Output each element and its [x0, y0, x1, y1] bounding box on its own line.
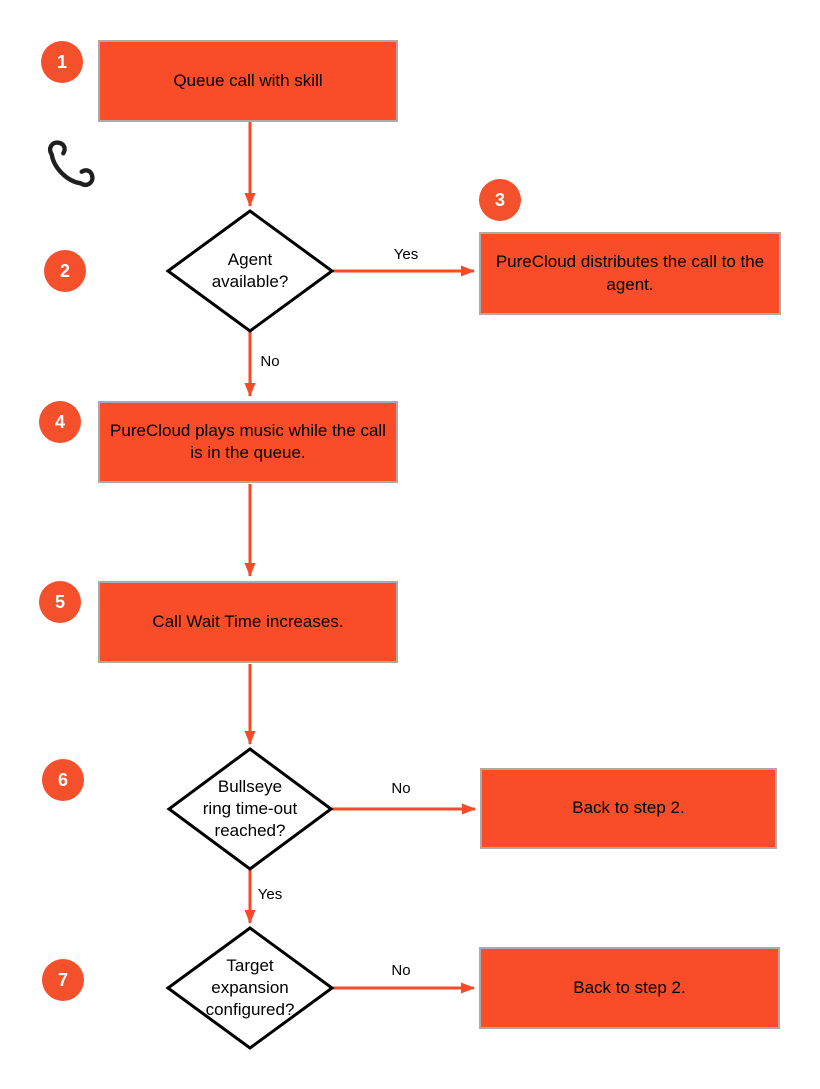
decision-label-bullseye-line2: ring time-out: [202, 799, 298, 819]
process-box-back-to-step2-second-label: Back to step 2.: [573, 977, 686, 997]
decision-label-agent-available: [170, 249, 330, 293]
step-badge-2: [44, 250, 86, 292]
edge-label-step7-no: No: [391, 962, 411, 979]
decision-label-bullseye-line1: Bullseye: [217, 777, 283, 796]
step-badge-7: [42, 959, 84, 1001]
step-badge-7-number: 7: [57, 969, 68, 990]
step-badge-4-number: 4: [54, 411, 65, 432]
decision-label-target-expansion: [170, 955, 330, 1021]
step-badge-6-number: 6: [57, 769, 68, 790]
telephone-receiver-icon-svg: [42, 133, 102, 193]
process-box-back-to-step2-first-label: Back to step 2.: [572, 798, 685, 818]
step-badge-2-number: 2: [59, 260, 70, 281]
decision-label-target-line2: expansion: [211, 978, 289, 998]
edge-label-step6-no: No: [391, 780, 411, 797]
decision-label-agent-available-line1: Agent: [227, 250, 273, 269]
telephone-receiver-icon: [42, 133, 102, 193]
step-badge-1-number: 1: [56, 51, 67, 72]
decision-label-target-line1: Target: [226, 956, 274, 975]
step-badge-1: [41, 41, 83, 83]
process-box-wait-time-label: Call Wait Time increases.: [152, 611, 344, 631]
edge-label-step2-yes: Yes: [393, 246, 419, 263]
decision-label-target-line3: configured?: [205, 1000, 295, 1020]
decision-label-agent-available-line2: available?: [211, 272, 289, 292]
decision-label-bullseye-timeout: [170, 776, 330, 842]
edge-label-step6-yes: Yes: [257, 886, 283, 903]
process-box-queue-call: [98, 40, 398, 122]
process-box-play-music: [98, 401, 398, 483]
decision-label-bullseye-line3: reached?: [214, 821, 286, 841]
process-box-distribute-call-label: PureCloud distributes the call to the agent.: [495, 252, 765, 294]
step-badge-6: [42, 759, 84, 801]
process-box-back-to-step2-second: [479, 947, 780, 1029]
process-box-play-music-label: PureCloud plays music while the call is in the queue.: [110, 420, 386, 462]
step-badge-5-number: 5: [54, 591, 65, 612]
telephone-receiver-path: [50, 143, 92, 185]
process-box-wait-time: [98, 581, 398, 663]
step-badge-5: [39, 581, 81, 623]
process-box-queue-call-label: Queue call with skill: [173, 70, 323, 90]
process-box-distribute-call: [479, 232, 781, 315]
step-badge-4: [39, 401, 81, 443]
process-box-back-to-step2-first: [480, 768, 777, 849]
step-badge-3: [479, 179, 521, 221]
step-badge-3-number: 3: [494, 189, 505, 210]
edge-label-step2-no: No: [260, 353, 280, 370]
